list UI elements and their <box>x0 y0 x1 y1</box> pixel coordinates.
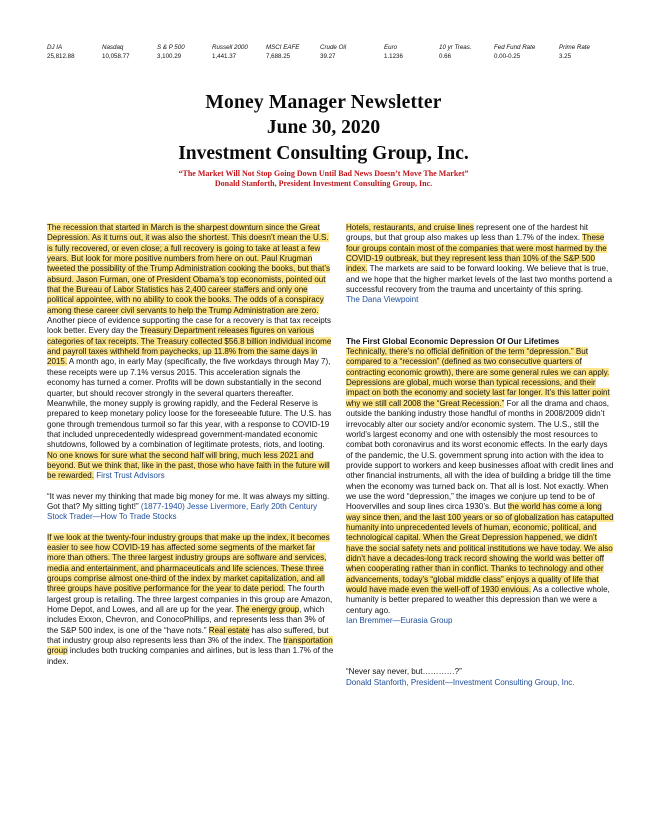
industry-groups-paragraph <box>47 533 335 667</box>
ticker-label: Prime Rate <box>559 44 590 51</box>
left-column <box>47 223 335 667</box>
highlighted-text: transportation group <box>47 636 333 656</box>
hotels-paragraph <box>346 223 614 295</box>
tagline: “The Market Will Not Stop Going Down Until Bad News Doesn’t Move The Market” <box>178 169 469 178</box>
ticker-value: 0.00-0.25 <box>494 52 521 60</box>
ticker-value: 0.66 <box>439 52 452 60</box>
right-column <box>346 223 614 688</box>
market-ticker <box>0 44 647 68</box>
livermore-quote <box>47 492 335 523</box>
byline: Donald Stanforth, President Investment Consulting Group, Inc. <box>214 179 433 188</box>
highlighted-text: the world has come a long way since then, and the last 100 years or so of globalization has catapulted humanity into unprecedented levels of human, economic, political, and technological capital. When the Great Depression happened, we didn’t have the social safety nets and political institutions we have today. We also didn’t have a decades-long track record showing the world was better off when cooperating rather than in conflict. Thanks to technology and other advancements, today’s “global middle class” enjoys a quality of life that would have made even the well-off of 1930 envious. <box>346 502 614 594</box>
newsletter-date: June 30, 2020 <box>266 117 381 138</box>
highlighted-text: No one knows for sure what the second half will bring, much less 2021 and beyond. But we think that, like in the past, those who have faith in the future will be rewarded. <box>47 450 330 481</box>
ticker-label: Euro <box>384 44 398 51</box>
ticker-value: 1,441.37 <box>212 52 237 60</box>
body-text: The fourth largest group is retailing. The three largest companies in this group are Amazon, Home Depot, and Lowes, and all are up for the year. <box>47 584 333 615</box>
recession-paragraph <box>47 223 335 482</box>
ticker-item <box>320 44 346 61</box>
ticker-label: Fed Fund Rate <box>494 44 536 51</box>
ticker-label: Russell 2000 <box>212 44 248 51</box>
source-eurasia-group: Ian Bremmer—Eurasia Group <box>346 616 453 626</box>
source-dana-viewpoint: The Dana Viewpoint <box>346 295 419 305</box>
body-text: includes both trucking companies and airlines, but is less than 1.7% of the index. <box>47 646 334 666</box>
closing-source: Donald Stanforth, President—Investment Consulting Group, Inc. <box>346 677 575 687</box>
ticker-value: 3,100.29 <box>157 52 182 60</box>
ticker-item <box>559 44 590 61</box>
body-text: The markets are said to be forward looking. We believe that is true, and we hope that the higher market levels of the last two months portend a successful recovery from the trauma and uncertainty of this spring. <box>346 264 613 295</box>
ticker-label: MSCI EAFE <box>266 44 300 51</box>
source-first-trust: First Trust Advisors <box>96 471 165 481</box>
highlighted-text: The energy group <box>235 605 300 615</box>
highlighted-text: The recession that started in March is the sharpest downturn since the Great Depression. As it turns out, it was also the shortest. This doesn’t mean the U.S. is fully recovered, or even close; a full recovery is going to take at least a few years. But look for more positive numbers from here on out. Paul Krugman tweeted the possibility of the Trump Administration cooking the books, but that’s absurd. Jason Furman, one of President Obama’s top economists, pointed out that the Bureau of Labor Statistics has 2,400 career staffers and only one political appointee, with no ability to cook the books. The odds of a conspiracy among these career civil servants to help the Trump Administration are zero. <box>47 223 330 315</box>
body-text: As a collective whole, humanity is better prepared to weather this depression than we were a century ago. <box>346 585 610 615</box>
depression-paragraph <box>346 347 614 616</box>
ticker-item <box>266 44 299 61</box>
ticker-item <box>439 44 472 61</box>
ticker-value: 39.27 <box>320 52 336 60</box>
article-heading: The First Global Economic Depression Of Our Lifetimes <box>346 336 560 346</box>
ticker-item <box>494 44 535 61</box>
company-name: Investment Consulting Group, Inc. <box>178 143 469 164</box>
ticker-label: S & P 500 <box>157 44 185 51</box>
ticker-item <box>212 44 248 61</box>
newsletter-title: Money Manager Newsletter <box>205 92 442 113</box>
ticker-label: 10 yr Treas. <box>439 44 472 51</box>
ticker-label: Crude Oil <box>320 44 347 51</box>
ticker-value: 25,812.88 <box>47 52 75 60</box>
ticker-value: 3.25 <box>559 52 572 60</box>
ticker-value: 7,688.25 <box>266 52 291 60</box>
body-text: For all the drama and chaos, outside the banking industry those handful of months in 2008/2009 didn’t irrevocably alter our society and/or economic system. The U.S., still the world’s largest economy and one with ostensibly the most resources to combat both coronavirus and its worst economic effects. In the early days of the pandemic, the U.S. government sprung into action with the idea to provide support to workers and keep businesses afloat with credit lines and other financial instruments, all with the idea of building a bridge till the time when the economy was turned back on. That all is lost. Not exactly. When we use the word “depression,” the images we conjure up tend to be of Hoovervilles and soup lines circa 1930’s. But <box>346 398 614 512</box>
ticker-label: Nasdaq <box>102 44 124 51</box>
highlighted-text: Hotels, restaurants, and cruise lines <box>346 223 474 232</box>
highlighted-text: These four groups contain most of the companies that were most harmed by the COVID-19 outbreak, but they represent less than 10% of the S&P 500 index. <box>346 233 607 274</box>
ticker-value: 10,058.77 <box>102 52 130 60</box>
body-text: has also suffered, but that industry group also represents less than 3% of the index. The <box>47 625 329 646</box>
body-text: , which includes Exxon, Chevron, and ConocoPhillips, and represents less than 3% of the S&P 500 index, is one of the “have nots.” <box>47 605 325 635</box>
ticker-value: 1.1236 <box>384 52 403 60</box>
ticker-label: DJ IA <box>47 44 63 51</box>
ticker-item <box>157 44 185 61</box>
closing-quote: “Never say never, but…………?” <box>346 667 462 677</box>
ticker-item <box>47 44 75 61</box>
quote-text: “It was never my thinking that made big money for me. It was always my sitting. Got that? My sitting tight!” <box>47 491 330 511</box>
ticker-item <box>102 44 130 61</box>
highlighted-text: If we look at the twenty-four industry groups that make up the index, it becomes easier to see how COVID-19 has affected some segments of the market far more than others. The three largest industry groups are software and services, media and entertainment, and pharmaceuticals and life sciences. These three groups comprise almost one-third of the index by market capitalization, and all three groups have positive performance for the year to date period. <box>47 532 330 594</box>
body-text: A month ago, in early May (specifically, the five workdays through May 7), these receipts were up 7.1% versus 2015. This acceleration signals the economy has turned a corner. Profits will be down substantially in the second quarter, but should recover strongly in the several quarters thereafter. Meanwhile, the money supply is growing rapidly, and the Federal Reserve is prepared to keep monetary policy loose for the foreseeable future. The U.S. has gone through tremendous turmoil so far this year, with a response to COVID-19 that included unprecedentedly widespread government-mandated economic shutdowns, followed by a combination of legitimate protests, riots, and looting. <box>47 357 332 450</box>
quote-source: (1877-1940) Jesse Livermore, Early 20th Century Stock Trader—How To Trade Stocks <box>47 501 318 522</box>
highlighted-text: Technically, there’s no official definition of the term “depression.” But compared to a “recession” (defined as two consecutive quarters of contracting economic growth), there are some general rules we can apply. Depressions are global, much worse than typical recessions, and their impact on both the economy and society last far longer. It’s this latter point why we still call 2008 the “Great Recession.” <box>346 347 610 408</box>
ticker-item <box>384 44 403 61</box>
highlighted-text: Treasury Department releases figures on various categories of tax receipts. The Treasury collected $56.8 billion individual income and payroll taxes withheld from paychecks, up 11.8% from the same days in 2015. <box>47 326 332 367</box>
highlighted-text: Real estate <box>208 625 250 635</box>
body-text: Another piece of evidence supporting the case for a recovery is that tax receipts look better. Every day the <box>47 316 332 336</box>
body-text: represent one of the hardest hit groups, but that group also makes up less than 1.7% of the index. <box>346 223 588 243</box>
